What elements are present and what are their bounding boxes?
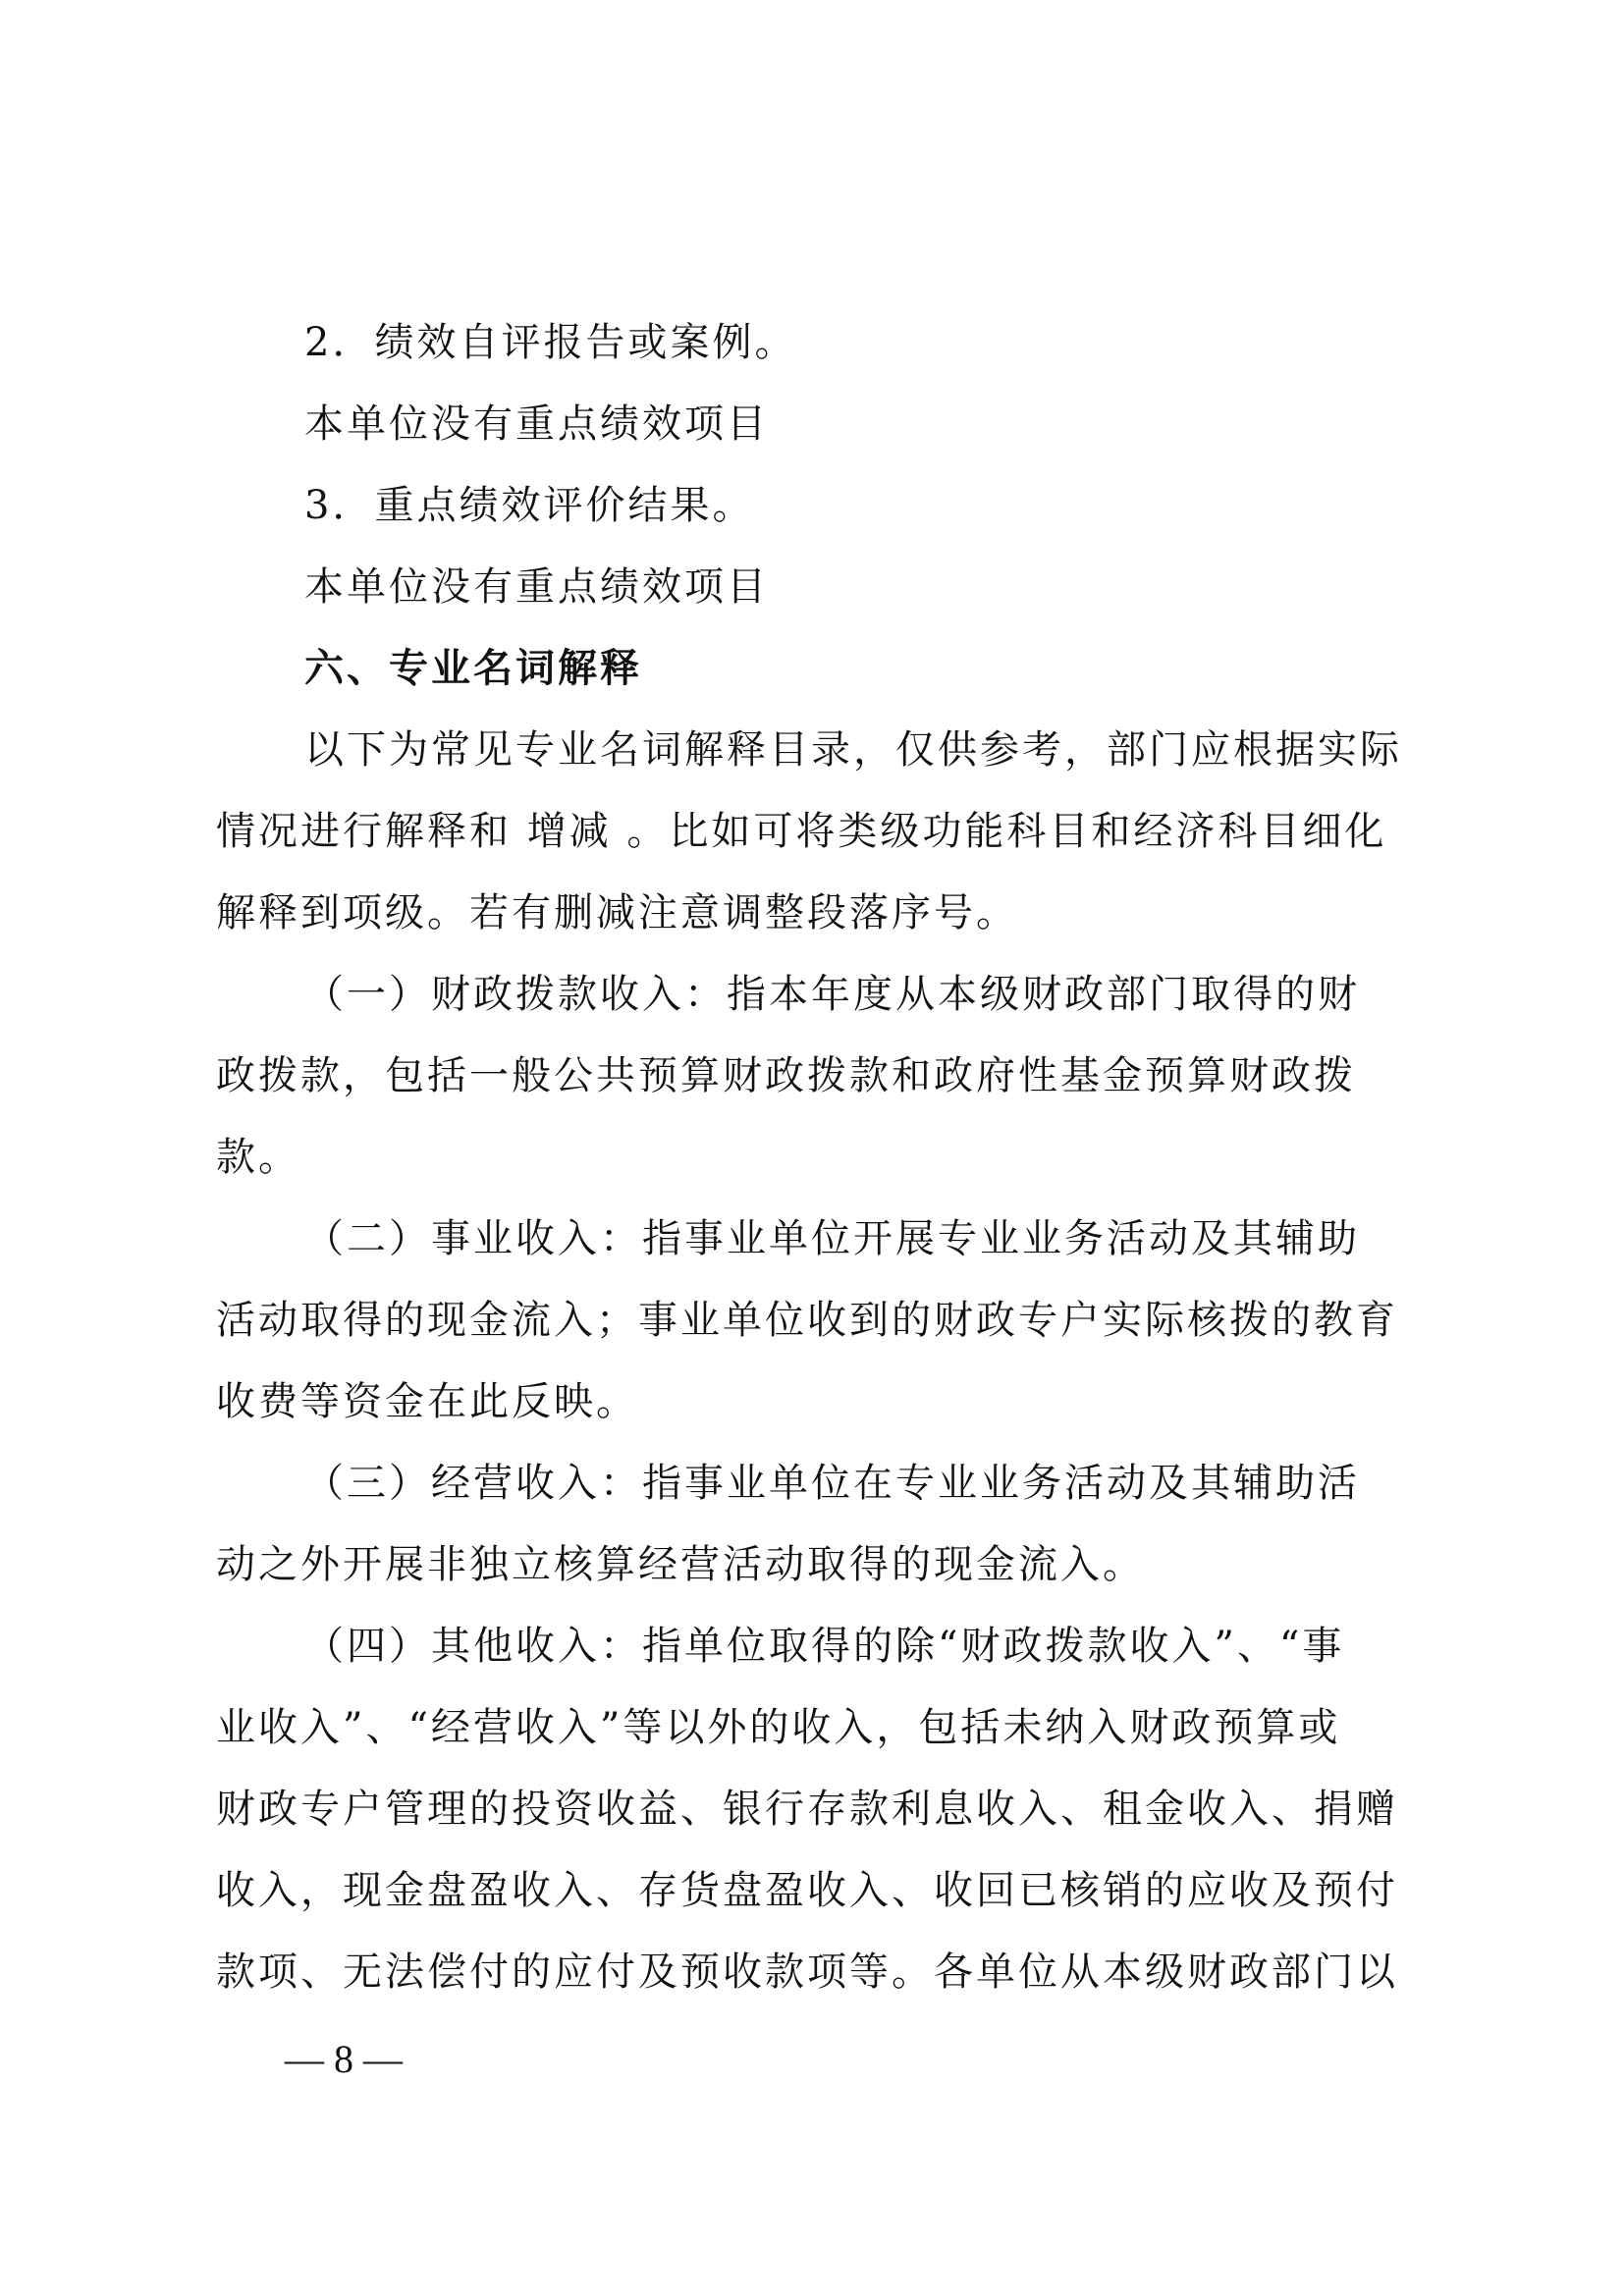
text-line: 款。	[216, 1135, 300, 1180]
text-line: 收入，现金盘盈收入、存货盘盈收入、收回已核销的应收及预付	[216, 1868, 1398, 1913]
text-line: 政拨款，包括一般公共预算财政拨款和政府性基金预算财政拨	[216, 1053, 1356, 1098]
text-line: 3．重点绩效评价结果。	[304, 483, 755, 528]
text-line: 活动取得的现金流入；事业单位收到的财政专户实际核拨的教育	[216, 1298, 1398, 1343]
section-heading: 六、专业名词解释	[304, 646, 642, 691]
text-line: 情况进行解释和 增减 。比如可将类级功能科目和经济科目细化	[216, 809, 1387, 854]
text-line: （四）其他收入：指单位取得的除“财政拨款收入”、“事	[304, 1624, 1345, 1669]
text-line: 2．绩效自评报告或案例。	[304, 320, 797, 365]
text-line: 业收入”、“经营收入”等以外的收入，包括未纳入财政预算或	[216, 1705, 1341, 1750]
text-line: 动之外开展非独立核算经营活动取得的现金流入。	[216, 1542, 1145, 1587]
text-line: 款项、无法偿付的应付及预收款项等。各单位从本级财政部门以	[216, 1949, 1398, 1995]
text-line: 以下为常见专业名词解释目录，仅供参考，部门应根据实际	[304, 727, 1402, 773]
page-number: — 8 —	[285, 2037, 403, 2081]
text-line: 本单位没有重点绩效项目	[304, 401, 769, 447]
body-text	[216, 302, 1434, 2013]
text-line: 收费等资金在此反映。	[216, 1379, 638, 1424]
text-line: 解释到项级。若有删减注意调整段落序号。	[216, 890, 1018, 935]
text-line: （二）事业收入：指事业单位开展专业业务活动及其辅助	[304, 1216, 1360, 1261]
text-line: 本单位没有重点绩效项目	[304, 564, 769, 610]
text-line: 财政专户管理的投资收益、银行存款利息收入、租金收入、捐赠	[216, 1787, 1398, 1832]
text-line: （一）财政拨款收入：指本年度从本级财政部门取得的财	[304, 972, 1360, 1017]
text-line: （三）经营收入：指事业单位在专业业务活动及其辅助活	[304, 1461, 1360, 1506]
